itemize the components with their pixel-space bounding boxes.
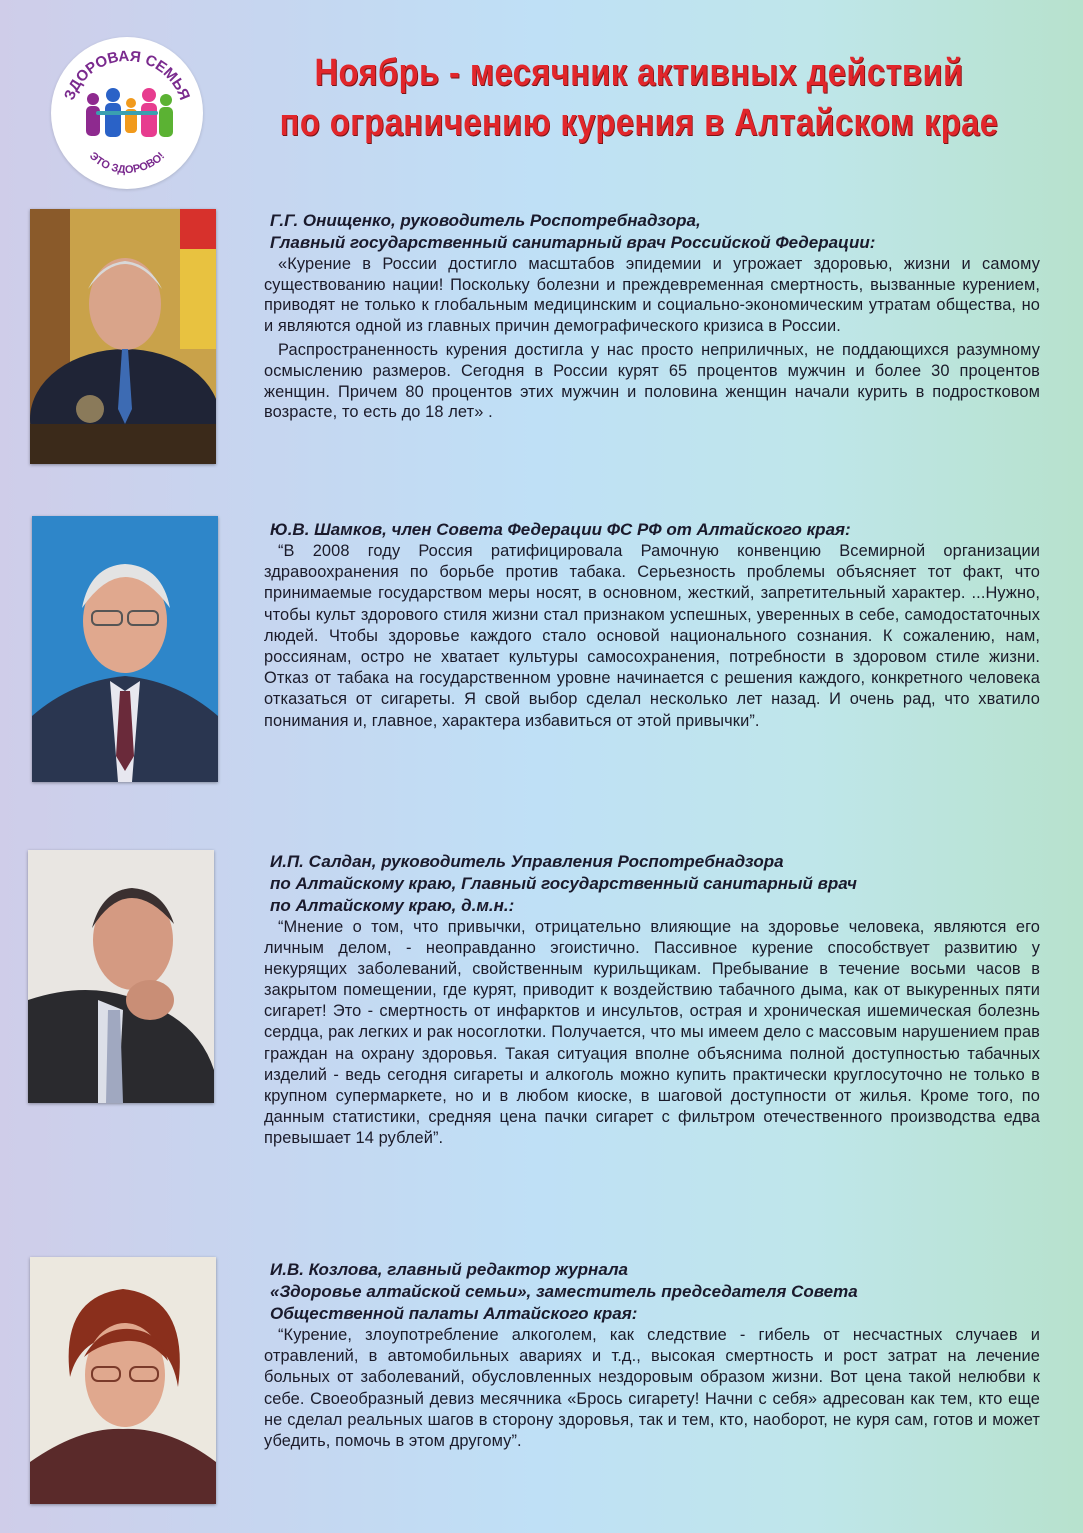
page-title-line-2: по ограничению курения в Алтайском крае (279, 102, 999, 144)
zdorovaya-semya-logo (51, 37, 203, 189)
speaker-line: «Здоровье алтайской семьи», заместитель председателя Совета (270, 1282, 858, 1301)
speaker-line: по Алтайскому краю, д.м.н.: (270, 896, 515, 915)
quote-paragraph: «Курение в России достигло масштабов эпидемии и угрожает здоровью, жизни и самому существованию нации! Поскольку болезни и преждевременная смертность, вызванные курением, приводят не только к глобальным медицинским и социально-экономическим утратам общества, но и являются одной из главных причин демографического кризиса в России. (264, 255, 1040, 335)
quote-entry (264, 1259, 1040, 1452)
logo-text-top: ЗДОРОВАЯ СЕМЬЯ (60, 47, 194, 103)
speaker-line: И.П. Салдан, руководитель Управления Роспотребнадзора (270, 852, 784, 871)
page-title-line-1: Ноябрь - месячник активных действий (314, 52, 964, 94)
svg-text:ЗДОРОВАЯ СЕМЬЯ (61, 48, 193, 103)
quote-entry (264, 851, 1040, 1149)
svg-text:ЭТО ЗДОРОВО! (87, 150, 167, 176)
speaker-line: И.В. Козлова, главный редактор журнала (270, 1260, 629, 1279)
speaker-line: Г.Г. Онищенко, руководитель Роспотребнадзора, (270, 211, 701, 230)
speaker-line: Общественной палаты Алтайского края: (270, 1304, 638, 1323)
speaker-caption (264, 1259, 1040, 1325)
family-figures-icon (86, 88, 173, 137)
speaker-line: по Алтайскому краю, Главный государственный санитарный врач (270, 874, 857, 893)
quote-paragraph: Распространенность курения достигла у нас просто неприличных, не поддающихся разумному осмыслению размеров. Сегодня в России курят 65 процентов мужчин и более 30 процентов женщин. Причем 80 процентов этих мужчин и половина женщин начали курить в подростковом возрасте, то есть до 18 лет» . (264, 341, 1040, 422)
portrait-photo-saldan (28, 850, 214, 1103)
page-title (274, 48, 1005, 148)
speaker-caption (264, 851, 1040, 917)
speaker-caption (264, 210, 1040, 254)
quote-entry (264, 519, 1040, 732)
portrait-photo-shamkov (32, 516, 218, 782)
portrait-photo-onishchenko (30, 209, 216, 464)
speaker-caption (264, 519, 1040, 541)
speaker-line: Главный государственный санитарный врач Российской Федерации: (270, 233, 876, 252)
quote-entry (264, 210, 1040, 423)
logo-text-bottom: ЭТО ЗДОРОВО! (86, 150, 168, 177)
quote-paragraph: “В 2008 году Россия ратифицировала Рамочную конвенцию Всемирной организации здравоохранения по борьбе против табака. Серьезность проблемы объясняет тот факт, что принимаемые государством меры носят, в основном, жесткий, запретительный характер. ...Нужно, чтобы культ здорового стиля жизни стал признаком успешных, уверенных в себе, самодостаточных людей. Чтобы здоровье каждого стало основой национального сознания. К сожалению, нам, россиянам, остро не хватает культуры самосохранения, потребности в здоровом стиле жизни. Отказ от табака на государственном уровне начинается с решения каждого, конкретного человека отказаться от сигареты. Я свой выбор сделал несколько лет назад. И очень рад, что хватило понимания и, главное, характера избавиться от этой привычки”. (264, 542, 1040, 730)
quote-paragraph: “Курение, злоупотребление алкоголем, как следствие - гибель от несчастных случаев и отравлений, в автомобильных авариях и т.д., высокая смертность и рост затрат на лечение больных от заболеваний, обусловленных нездоровым образом жизни. Вот цена такой нелюбви к себе. Своеобразный девиз месячника «Брось сигарету! Начни с себя» адресован как тем, кто еще не сделал реальных шагов в сторону здоровья, так и тем, кто, наоборот, не куря сам, готов и может убедить, помочь в этом другому”. (264, 1326, 1040, 1451)
quote-paragraph: “Мнение о том, что привычки, отрицательно влияющие на здоровье человека, являются его личным делом, - неоправданно эгоистично. Пассивное курение способствует развитию у некурящих заболеваний, свойственным курильщикам. Пребывание в течение восьми часов в закрытом помещении, где курят, приводит к воздействию табачного дыма, как от выкуренных пяти сигарет! Это - смертность от инфарктов и инсультов, острая и хроническая ишемическая болезнь сердца, рак легких и рак носоглотки. Получается, что мы имеем дело с массовым нарушением прав граждан на охрану здоровья. Такая ситуация вполне объяснима полной доступностью табачных изделий - ведь сегодня сигареты и алкоголь можно купить практически круглосуточно не только в крупном супермаркете, но и в любом киоске, в шаговой доступности от жилья. Кроме того, по данным статистики, средняя цена пачки сигарет с фильтром отечественного производства едва превышает 14 рублей”. (264, 918, 1040, 1147)
speaker-line: Ю.В. Шамков, член Совета Федерации ФС РФ от Алтайского края: (270, 520, 851, 539)
portrait-photo-kozlova (30, 1257, 216, 1504)
